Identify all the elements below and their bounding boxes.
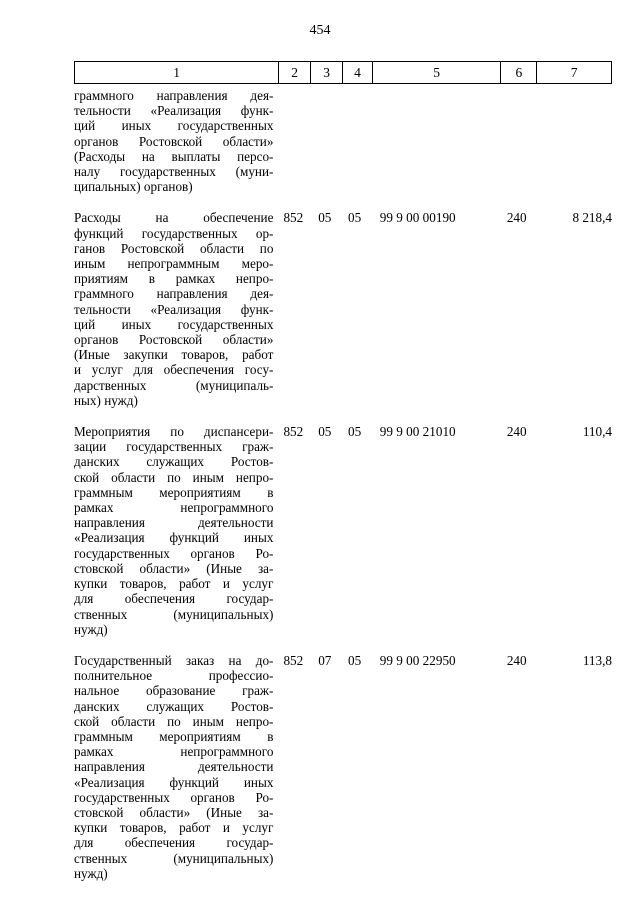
description-line: тельности «Реализация функ- [74,103,274,119]
description-line: ственных (муниципальных) [74,606,274,622]
description-line: государственных органов Ро- [74,545,274,561]
row-code-section [313,88,345,194]
description-line: рамках непрограммного [74,744,274,760]
table-row [74,653,612,881]
row-code-expense-type [503,88,539,194]
table-row [74,210,612,408]
description-line: органов Ростовской области» [74,133,274,149]
header-col-3: 3 [311,62,343,83]
description-line: направления деятельности [74,515,274,531]
description-line: зации государственных граж- [74,439,274,455]
row-code-ministry [273,88,313,194]
row-code-expense-type: 240 [506,210,527,226]
row-code-section: 05 [318,424,332,440]
row-code-expense-type: 240 [506,652,527,668]
description-line: рамках непрограммного [74,500,274,516]
description-line: нужд) [74,865,108,881]
row-code-target: 99 9 00 22950 [379,652,456,668]
row-amount: 113,8 [582,652,612,668]
row-code-section: 07 [318,652,332,668]
description-line: нужд) [74,621,108,637]
description-line: государственных органов Ро- [74,789,274,805]
description-line: для обеспечения государ- [74,835,274,851]
description-line: налу государственных (муни- [74,164,274,180]
row-code-subsection [345,88,375,194]
description-line: граммного направления дея- [74,286,274,302]
row-code-ministry: 852 [283,210,304,226]
header-col-4: 4 [343,62,373,83]
row-code-section: 05 [318,210,332,226]
description-line: иным непрограммным меро- [74,256,274,272]
row-code-target: 99 9 00 00190 [379,210,456,226]
row-amount: 110,4 [582,424,612,440]
description-line: ганов Ростовской области по [74,240,274,256]
description-line: ципальных) органов) [74,179,193,195]
page-number: 454 [309,23,331,38]
header-col-2: 2 [279,62,311,83]
row-code-ministry: 852 [283,652,304,668]
row-code-subsection: 05 [348,652,362,668]
description-line: органов Ростовской области» [74,332,274,348]
description-line: стовской области» (Иные за- [74,804,274,820]
description-line: (Расходы на выплаты персо- [74,148,274,164]
row-description [74,424,273,637]
row-code-ministry: 852 [283,424,304,440]
description-line: Мероприятия по диспансери- [74,424,274,440]
description-line: ской области по иным непро- [74,469,274,485]
description-line: направления деятельности [74,759,274,775]
description-line: купки товаров, работ и услуг [74,820,274,836]
description-line: стовской области» (Иные за- [74,560,274,576]
row-amount: 8 218,4 [572,210,612,226]
description-line: граммным мероприятиям в [74,728,274,744]
row-code-target: 99 9 00 21010 [379,424,456,440]
row-code-target [375,88,503,194]
row-description [74,88,273,194]
description-line: ных) нужд) [74,392,138,408]
description-line: Расходы на обеспечение [74,210,274,226]
description-line: дарственных (муниципаль- [74,377,274,393]
description-line: приятиям в рамках непро- [74,271,274,287]
description-line: «Реализация функций иных [74,530,274,546]
description-line: данских служащих Ростов- [74,698,274,714]
description-line: граммным мероприятиям в [74,484,274,500]
row-description [74,653,273,881]
table-row [74,88,612,194]
header-col-1: 1 [75,62,279,83]
table-header [74,61,612,84]
row-description [74,210,273,408]
description-line: тельности «Реализация функ- [74,301,274,317]
description-line: ственных (муниципальных) [74,850,274,866]
description-line: и услуг для обеспечения госу- [74,362,274,378]
header-col-7: 7 [570,64,578,80]
table-body [74,88,612,897]
description-line: ской области по иным непро- [74,713,274,729]
description-line: ций иных государственных [74,118,274,134]
description-line: Государственный заказ на до- [74,652,274,668]
description-line: «Реализация функций иных [74,774,274,790]
description-line: нальное образование граж- [74,683,274,699]
description-line: купки товаров, работ и услуг [74,576,274,592]
row-code-subsection: 05 [348,424,362,440]
header-col-5: 5 [373,62,502,83]
description-line: данских служащих Ростов- [74,454,274,470]
description-line: полнительное професcио- [74,668,274,684]
row-code-subsection: 05 [348,210,362,226]
row-amount [539,88,612,194]
header-col-6: 6 [501,62,537,83]
row-code-expense-type: 240 [506,424,527,440]
description-line: функций государственных ор- [74,225,274,241]
description-line: ций иных государственных [74,316,274,332]
description-line: граммного направления дея- [74,88,274,103]
table-row [74,424,612,637]
description-line: (Иные закупки товаров, работ [74,347,274,363]
description-line: для обеспечения государ- [74,591,274,607]
